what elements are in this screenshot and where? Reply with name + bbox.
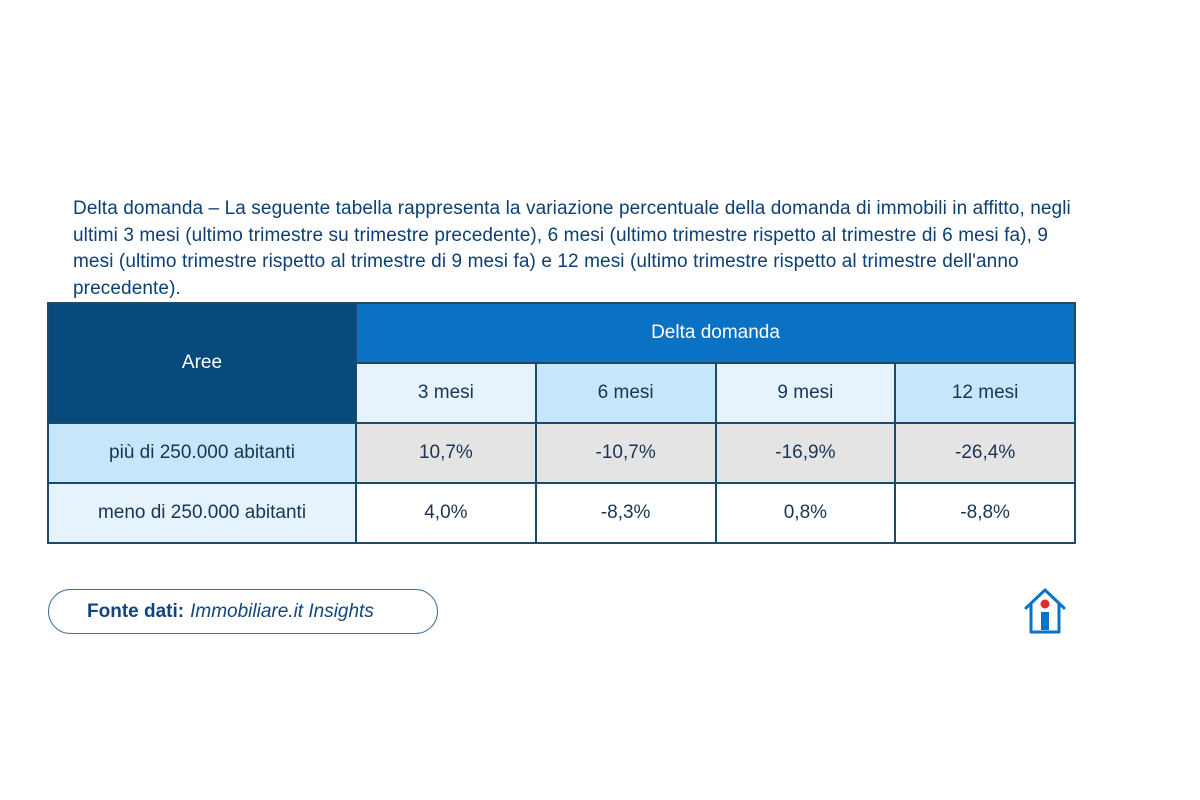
header-delta-domanda: Delta domanda: [356, 303, 1075, 363]
header-period-9: 9 mesi: [716, 363, 896, 423]
header-period-6: 6 mesi: [536, 363, 716, 423]
source-label: Fonte dati:: [87, 600, 185, 622]
header-aree: Aree: [48, 303, 356, 423]
table-row: [48, 423, 1075, 483]
source-badge: [48, 589, 438, 634]
header-period-3: 3 mesi: [356, 363, 536, 423]
row-area-label: più di 250.000 abitanti: [48, 423, 356, 483]
row-area-label: meno di 250.000 abitanti: [48, 483, 356, 543]
cell-value: 4,0%: [356, 483, 536, 543]
delta-domanda-table: [47, 302, 1076, 544]
intro-paragraph: Delta domanda – La seguente tabella rappresenta la variazione percentuale della domanda di immobili in affitto, negli ultimi 3 mesi (ultimo trimestre su trimestre precedente), 6 mesi (ultimo trimestre rispetto al trimestre di 6 mesi fa), 9 mesi (ultimo trimestre rispetto al trimestre di 9 mesi fa) e 12 mesi (ultimo trimestre rispetto al trimestre dell'anno precedente).: [73, 198, 1071, 299]
cell-value: 10,7%: [356, 423, 536, 483]
table-header-row: [48, 303, 1075, 363]
cell-value: -8,3%: [536, 483, 716, 543]
table-row: [48, 483, 1075, 543]
header-period-12: 12 mesi: [895, 363, 1075, 423]
cell-value: -16,9%: [716, 423, 896, 483]
cell-value: -8,8%: [895, 483, 1075, 543]
immobiliare-house-icon: [1022, 586, 1068, 636]
source-value: Immobiliare.it Insights: [190, 600, 374, 622]
cell-value: -26,4%: [895, 423, 1075, 483]
cell-value: -10,7%: [536, 423, 716, 483]
cell-value: 0,8%: [716, 483, 896, 543]
